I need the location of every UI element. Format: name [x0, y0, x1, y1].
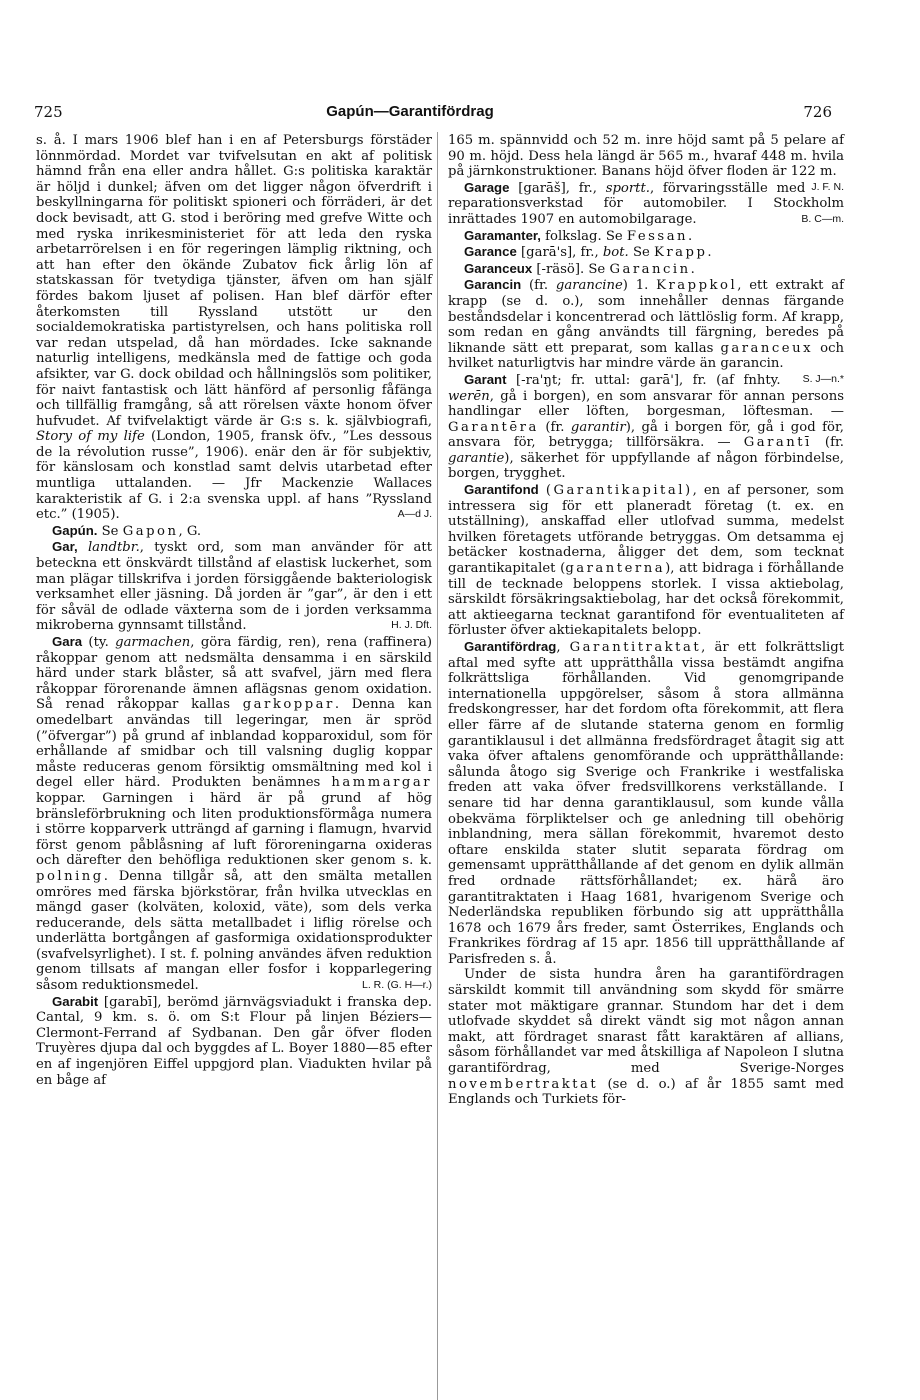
- cross-reference: Krapp: [653, 245, 708, 261]
- headword: Gar,: [52, 539, 78, 555]
- body-text: .: [688, 228, 693, 244]
- body-text: folkslag. Se: [545, 228, 623, 244]
- spaced-term: Garantī: [743, 435, 812, 451]
- etymology: garantie: [448, 450, 505, 466]
- author-signature: B. C—m.: [801, 212, 844, 225]
- body-text: [garabī], berömd järnvägsviadukt i franska dep. Cantal, 9 km. s. ö. om S:t Flour på linjen Béziers—Clermont-Ferrand af Sydbanan. Den går öfver floden Truyères djupa dal och byggdes af L. Boyer 1880—85 efter en af ingenjören Eiffel uppgjord plan. Viadukten hvilar på en båge af: [36, 994, 432, 1088]
- body-text: , gå i borgen), en som ansvarar för annan persons handlingar eller löften, borgesman, löftesman. —: [448, 388, 844, 420]
- body-text: . Denna tillgår så, att den smälta metallen omröres med färska björkstörar, från hvilka utvecklas en mängd gaser (kolväten, koloxid, väte), som dels verka reducerande, dels sätta metallbadet i liflig rörelse och underlätta bortgången af gasformiga oxidationsprodukter (svafvelsyrlighet). I st. f. polning användes äfven reduktion genom tillsats af mangan eller fosfor i kopparlegering såsom reduktionsmedel.: [36, 868, 432, 994]
- body-text: (fr.: [824, 435, 844, 451]
- spaced-term: Garantitraktat: [569, 640, 702, 655]
- body-text: s. å. I mars 1906 blef han i en af Petersburgs förstäder lönnmördad. Mordet var tvifvelsutan en akt af politisk hämnd från ena eller andra hållet. G:s politiska karaktär är höljd i dunkel; äfven om det ligger någon öfverdrift i beskyllningarna för politiskt spioneri och förräderi, är det dock bevisadt, att G. stod i beröring med grefve Witte och med ryska inrikesministeriet för att leda den ryska arbetarrörelsen i en för regeringen lämplig riktning, och att han efter den ökände Zubatov fick årlig lön af statskassan för tvetydiga tjänster, äfven om han själf fördes bakom ljuset af polisen. Han blef därför efter återkomsten till Ryssland utstött ur den socialdemokratiska partistyrelsen, och hans politiska roll var redan utspelad, då han mördades. Icke saknande naturlig intelligens, medkänsla med de fattige och goda afsikter, var G. dock obildad och hållningslös som politiker, för naivt fantastisk och lätt hänförd af personlig fåfänga och tillfällig framgång, så att rörelsen växte honom öfver hufvudet. Af tvifvelaktigt värde är G:s s. k. självbiografi,: [36, 133, 432, 429]
- spaced-term: novembertraktat: [448, 1076, 599, 1092]
- body-text: 165 m. spännvidd och 52 m. inre höjd samt på 5 pelare af 90 m. höjd. Dess hela längd är 565 m., hvaraf 448 m. hvila på järnkonstruktioner. Banans höjd öfver floden är 122 m.: [448, 133, 844, 180]
- body-text: .: [690, 261, 695, 277]
- body-text: (ty.: [88, 635, 109, 650]
- body-text: koppar. Garningen i härd är på grund af hög bränsleförbrukning och liten produktionsförmåga numera i större kopparverk utträngd af garning i flamugn, hvarvid först genom påblåsning af luft föroreningarna oxideras och därefter den behöfliga reduktionen sker genom s. k.: [36, 790, 432, 869]
- spaced-term: Krappkol: [656, 278, 738, 294]
- headword: Garancin: [464, 277, 522, 293]
- spaced-term: polning: [36, 868, 104, 884]
- spaced-term: garanterna: [565, 561, 666, 577]
- spaced-term: hammargar: [331, 775, 432, 791]
- author-signature: L. R. (G. H—r.): [361, 979, 432, 992]
- entry-gar: [36, 539, 432, 634]
- entry-gapun: [36, 523, 432, 540]
- body-text: , G.: [178, 523, 202, 539]
- body-text: , göra färdig, ren), rena (raffinera) råkoppar genom att nedsmälta densamma i en särskild härd under stark blåster, så att svafvel, järn med flera råkoppar förorenande ämnen aflägsnas genom oxidation. Så renad råkoppar kallas: [36, 635, 433, 713]
- body-text: Se: [632, 245, 650, 261]
- entry-garant: [448, 372, 844, 482]
- etymology: garancine: [555, 278, 623, 294]
- headword: Garantifond: [464, 482, 539, 498]
- book-title: Story of my life: [36, 429, 145, 445]
- page-number-left: 725: [34, 103, 63, 121]
- headword: Garanceux: [464, 260, 533, 276]
- body-text: [-räsö]. Se: [536, 261, 606, 277]
- body-text: (fr.: [545, 419, 565, 435]
- cross-reference: Garancin: [609, 261, 691, 277]
- entry-garabit: [36, 994, 432, 1089]
- headword: Garamanter,: [464, 227, 541, 243]
- author-signature: A—d J.: [397, 508, 432, 521]
- body-text: (fr.: [529, 278, 549, 294]
- field-label: sportt.: [605, 180, 650, 196]
- body-text: , ett extrakt af krapp (se d. o.), som innehåller dennas färgande beståndsdelar i koncentrerad och lättlöslig form. Af krapp, som redan en gång användts till färgning, beredes på liknande sätt ett preparat, som kallas: [448, 278, 844, 356]
- headword: Garance: [464, 244, 517, 260]
- spaced-term: (Garantikapital): [545, 483, 693, 499]
- entry-garance: [448, 244, 844, 261]
- field-label: bot.: [602, 245, 629, 261]
- headword: Garage: [464, 179, 510, 195]
- cross-reference: Fessan: [626, 228, 689, 244]
- etymology: garmachen: [115, 635, 191, 650]
- body-text: ), säkerhet för uppfyllande af någon förbindelse, borgen, trygghet.: [448, 450, 844, 482]
- column-divider: [437, 132, 438, 1400]
- author-signature: S. J—n.*: [802, 372, 844, 385]
- spaced-term: Garantēra: [448, 419, 539, 435]
- body-text: och hvilket naturligtvis har mindre värde än garancin.: [448, 340, 844, 372]
- entry-garage: [448, 180, 844, 228]
- etymology: werēn: [448, 388, 490, 404]
- page-number-right: 726: [803, 103, 832, 121]
- headword: Garantifördrag: [464, 639, 557, 654]
- body-text: (se d. o.) af år 1855 samt med Englands och Turkiets för-: [448, 1076, 844, 1108]
- running-head: Gapún—Garantifördrag: [326, 103, 494, 120]
- body-text: .: [707, 245, 712, 261]
- author-signature: H. J. Dft.: [391, 619, 432, 632]
- body-text: Under de sista hundra åren ha garantifördragen särskildt kommit till användning som skydd för smärre stater mot mäktigare grannar. Stundom har det i dem utlofvade skyddet så direkt vändt sig mot någon annan makt, att fördraget snarast fått karaktären af allians, såsom förhållandet var med åtskilliga af Napoleon I slutna garantifördrag, med Sverige-Norges: [448, 967, 844, 1077]
- body-text: , en af personer, som intressera sig för ett planeradt företag (t. ex. en utställning), anskaffad eller utlofvad summa, medelst hvilken företagets utförande betryggas. Om detsamma ej betäcker kostnaderna, åligger det dem, som tecknat garantikapitalet (: [448, 483, 844, 577]
- entry-gara: [36, 634, 432, 994]
- body-text: Se: [101, 523, 119, 539]
- body-text: , tyskt ord, som man använder för att beteckna ett önskvärdt tillstånd af elastisk luckerhet, som man plägar tillskrifva i jorden försiggående bakteriologisk verksamhet eller jäsning. Då jorden är ”gar”, är den i ett för såväl de odlade växterna som de i jorden verksamma mikroberna gynnsamt tillstånd.: [36, 540, 433, 634]
- body-text: [garāš], fr.,: [518, 180, 597, 196]
- headword: Gara: [52, 634, 83, 649]
- entry-garantifordrag: Garantifördrag, Garantitraktat, är ett folkrättsligt aftal med syfte att upprätthålla vissa bestämdt angifna folkrättsliga förhållanden. Vid genomgripande internationella uppgörelser, såsom å stora allmänna fredskongresser, har det fordom ofta förekommit, att flera eller färre af de slutande staterna genom en formlig garantiklausul i det allmänna fredsfördraget åtagit sig att vaka öfver aftalens genomförande och upprätthållande: sålunda åtogo sig Sverige och Frankrike i westfaliska freden att vaka öfver fredsvillkorens verkställande. I senare tid har denna garantiklausul, som kunde vålla obekväma förpliktelser och ge anledning till obehörig inblandning, mera sällan förekommit, hvaremot desto oftare enskilda stater slutit separata fördrag om gemensamt upprätthållande af det genom en dylik allmän fred ordnade rättsförhållandet; ex. härå äro garantitraktaten i Haag 1681, hvarigenom Sverige och Nederländska republiken förbundo sig att upprätthålla 1678 och 1679 års freder, samt Österrikes, Englands och Frankrikes fördrag af 15 apr. 1856 till upprätthållande af Parisfreden s. å.: [448, 639, 844, 967]
- entry-gapon-continuation: [36, 133, 432, 523]
- spaced-term: garkoppar: [242, 697, 335, 713]
- etymology: garantir: [570, 419, 626, 435]
- body-text: [-ra'ŋt; fr. uttal: garā'], fr. (af fnhty.: [516, 372, 781, 388]
- left-column: [36, 133, 432, 1088]
- headword: Gapún.: [52, 522, 98, 538]
- right-column: [448, 133, 844, 1108]
- spaced-term: garanceux: [720, 340, 814, 356]
- entry-garanceux: [448, 261, 844, 278]
- field-label: landtbr.: [87, 540, 140, 556]
- entry-garantifordrag-p2: [448, 967, 844, 1107]
- body-text: [garā's], fr.,: [521, 245, 599, 261]
- body-text: , är ett folkrättsligt aftal med syfte att upprätthålla vissa bestämdt angifna folkrättsliga förhållanden. Vid genomgripande internationella uppgörelser, såsom å stora allmänna fredskongresser, har det fordom ofta förekommit, att flera eller färre af de slutande staterna genom en formlig garantiklausul i det allmänna fredsfördraget åtagit sig att vaka öfver aftalens genomförande och upprätthållande: sålunda åtogo sig Sverige och Frankrike i westfaliska freden att vaka öfver fredsvillkorens verkställande. I senare tid har denna garantiklausul, som kunde vålla obekväma förpliktelser och ge anledning till obehörig inblandning, mera sällan förekommit, hvaremot desto oftare enskilda stater slutit separata fördrag om gemensamt upprätthållande af det genom en dylik allmän fred ordnade rättsförhållandet; ex. härå äro garantitraktaten i Haag 1681, hvarigenom Sverige och Nederländska republiken förbundo sig att upprätthålla 1678 och 1679 års freder, samt Österrikes, Englands och Frankrikes fördrag af 15 apr. 1856 till upprätthållande af Parisfreden s. å.: [448, 640, 844, 967]
- headword: Garant: [464, 371, 507, 387]
- body-text: , förvaringsställe med reparationsverkstad för automobiler. I Stockholm inrättades 1907 en automobilgarage.: [448, 180, 844, 227]
- body-text: ) 1.: [622, 278, 649, 294]
- cross-reference: Gapon: [122, 523, 179, 539]
- author-signature: J. F. N.: [811, 180, 844, 193]
- body-text: . Denna kan omedelbart användas till legeringar, men är spröd (”öfvergar”) på grund af inblandad kopparoxidul, som för erhållande af smidbar och till valsning duglig koppar måste reduceras genom försiktig omsmältning med kol i degel eller härd. Produkten benämnes: [36, 697, 432, 791]
- headword: Garabit: [52, 993, 99, 1009]
- body-text: ), gå i borgen för, gå i god för, ansvara för, betrygga; tillförsäkra. —: [448, 419, 844, 451]
- entry-garamanter: [448, 228, 844, 245]
- entry-garantifond: [448, 482, 844, 639]
- body-text: ), att bidraga i förhållande till de tecknade beloppens storlek. I vissa aktiebolag, särskildt försäkringsaktiebolag, har det också förekommit, att aktieegarna tecknat garantifond för eventualiteten af förluster öfver aktiekapitalets belopp.: [448, 561, 844, 639]
- body-text: (London, 1905, fransk öfv., ”Les dessous de la révolution russe”, 1906). enär den är för subjektiv, för känslosam och konstlad samt delvis utarbetad efter muntliga uttalanden. — Jfr Mackenzie Wallaces karakteristik af G. i 2:a svenska uppl. af hans ”Ryssland etc.” (1905).: [36, 429, 432, 523]
